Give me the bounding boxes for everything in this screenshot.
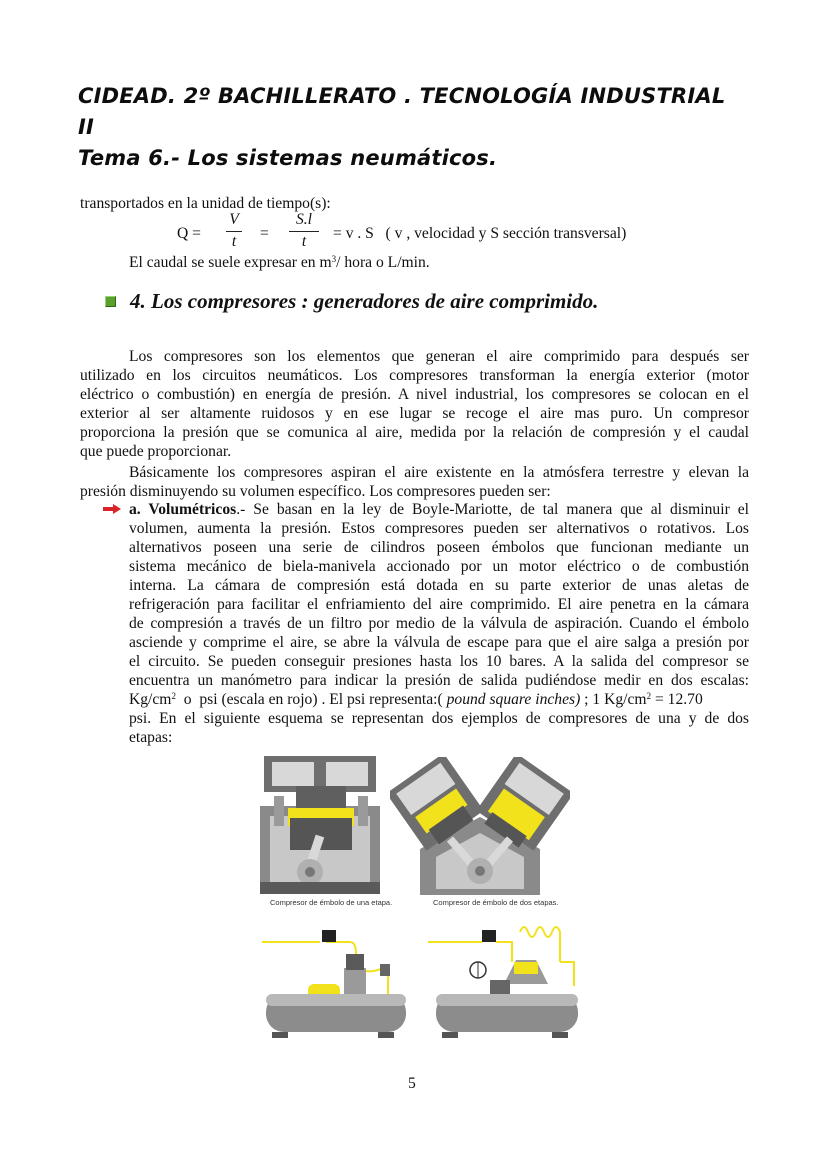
formula-rest: = v . S ( v , velocidad y S sección transversal) [333, 225, 627, 242]
paragraph-line: Los compresores son los elementos que generan el aire comprimido para después ser [129, 348, 749, 365]
page-number: 5 [408, 1075, 416, 1092]
formula-q: Q = [177, 225, 201, 242]
red-arrow-bullet-icon [102, 503, 122, 515]
paragraph-line: eléctrico o combustión) en energía de presión. A nivel industrial, los compresores se colocan en el [80, 386, 749, 403]
paragraph-line: proporciona la presión que se comunica al aire, medida por la relación de compresión y el caudal [80, 424, 749, 441]
fraction-line [289, 231, 319, 232]
formula-equals: = [260, 225, 269, 242]
figure-caption: Compresor de émbolo de dos etapas. [433, 898, 559, 907]
tank-compressor-double-figure [428, 922, 584, 1044]
two-stage-compressor-figure [390, 757, 570, 897]
fraction-v-numerator: V [229, 211, 239, 228]
bullet-line: asciende y comprime el aire, se abre la válvula de escape para que el aire salga a presión por [129, 634, 749, 651]
bullet-line: etapas: [129, 729, 173, 746]
bullet-line: refrigeración para facilitar el enfriamiento del aire comprimido. El aire penetra en la cámara [129, 596, 749, 613]
paragraph-line: exterior al ser altamente ruidosos y en ese lugar se recoge el aire mas puro. Un compresor [80, 405, 749, 422]
section-title: 4. Los compresores : generadores de aire comprimido. [130, 289, 599, 313]
doc-header-line1: CIDEAD. 2º BACHILLERATO . TECNOLOGÍA INDUSTRIAL [78, 84, 726, 108]
fraction-v-denominator: t [231, 233, 237, 250]
paragraph-line: presión disminuyendo su volumen específico. Los compresores pueden ser: [80, 483, 551, 500]
single-stage-compressor-figure [256, 756, 386, 896]
figure-caption: Compresor de émbolo de una etapa. [270, 898, 393, 907]
bullet-line: el circuito. Se pueden conseguir presiones hasta los 10 bares. A la salida del compresor se [129, 653, 749, 670]
paragraph-line: utilizado en los circuitos neumáticos. Los compresores transforman la energía exterior (motor [80, 367, 749, 384]
doc-header-line2: II [78, 115, 95, 139]
bullet-line: alternativos poseen una serie de cilindros poseen émbolos que funcionan mediante un [129, 539, 749, 556]
caudal-units: El caudal se suele expresar en $m^3/$ hora o L/min. [129, 254, 430, 271]
bullet-line: sistema mecánico de biela-manivela accionado por un motor eléctrico o de combustión [129, 558, 749, 575]
bullet-line: psi. En el siguiente esquema se representan dos ejemplos de compresores de una y de dos [129, 710, 749, 727]
bullet-line: encuentra un manómetro para indicar la presión de salida pudiéndose medir en dos escalas: [129, 672, 749, 689]
formula-intro: transportados en la unidad de tiempo(s): [80, 195, 331, 212]
bullet-line: de compresión a través de un filtro por medio de la válvula de aspiración. Cuando el émbolo [129, 615, 749, 632]
paragraph-line: Básicamente los compresores aspiran el aire existente en la atmósfera terrestre y elevan la [129, 464, 749, 481]
bullet-line: interna. La cámara de compresión está dotada en su parte exterior de unas aletas de [129, 577, 749, 594]
paragraph-line: que puede proporcionar. [80, 443, 232, 460]
bullet-square-icon [105, 296, 116, 307]
fraction-sl-numerator: S.l [295, 211, 313, 228]
fraction-line [226, 231, 242, 232]
bullet-first-line: a. Volumétricos.- Se basan en la ley de Boyle-Mariotte, de tal manera que al disminuir el [129, 501, 750, 518]
bullet-line: volumen, aumenta la presión. Estos compresores pueden ser alternativos o rotativos. Los [129, 520, 749, 537]
doc-header-topic: Tema 6.- Los sistemas neumáticos. [78, 146, 498, 170]
bullet-line-units: $Kg/cm^2$ o psi (escala en rojo) . El psi representa:( pound square inches) ; 1 $Kg/cm^2 = 12.70$ [129, 691, 703, 708]
tank-compressor-single-figure [260, 924, 410, 1044]
fraction-sl-denominator: t [301, 233, 307, 250]
